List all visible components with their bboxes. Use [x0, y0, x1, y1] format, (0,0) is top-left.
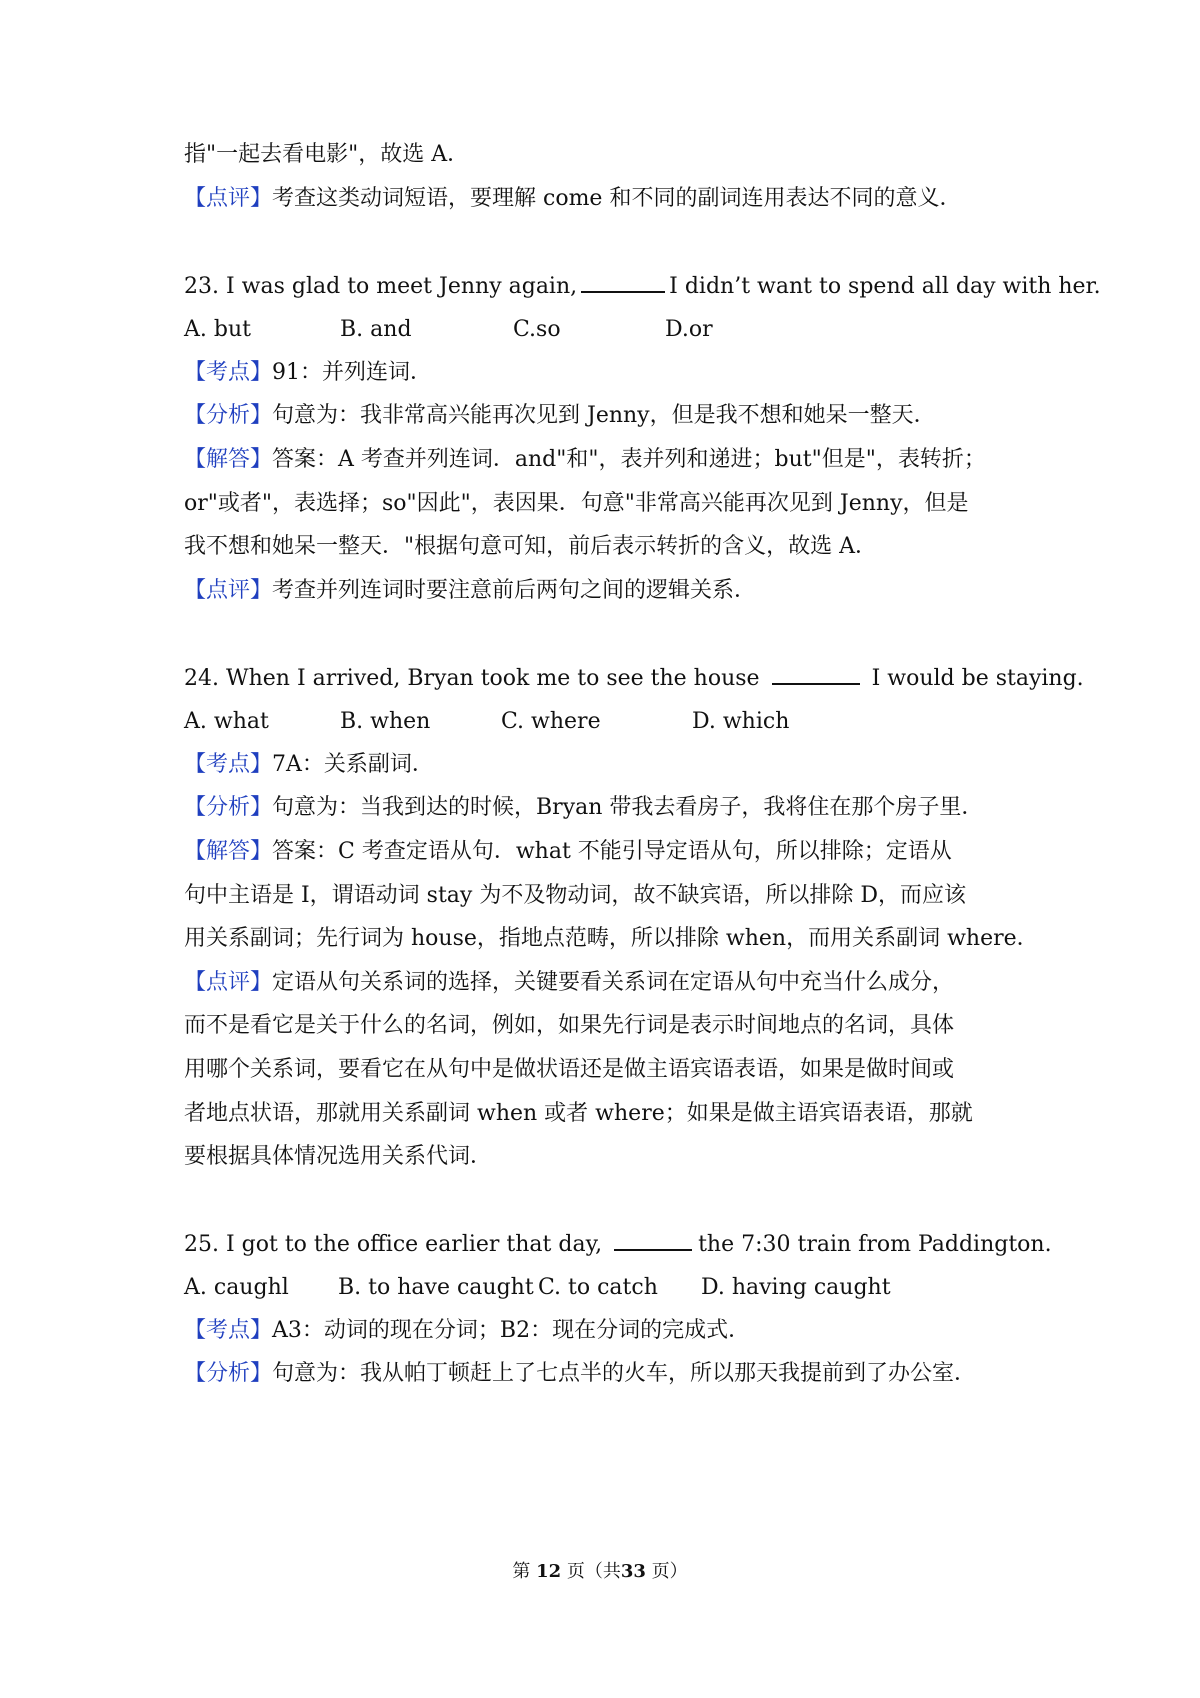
- tag-kaodian: 【考点】: [184, 1318, 273, 1343]
- dianping-text: 用哪个关系词，要看它在从句中是做状语还是做主语宾语表语，如果是做时间或: [184, 1057, 955, 1082]
- tag-kaodian: 【考点】: [184, 752, 273, 777]
- kaodian-text: 7A：关系副词．: [272, 752, 434, 777]
- tag-kaodian: 【考点】: [184, 360, 273, 385]
- option-c: C. where: [501, 709, 601, 734]
- option-d: D. having caught: [701, 1275, 891, 1300]
- option-b: B. and: [340, 317, 412, 342]
- comment-line: [184, 184, 1024, 214]
- jieda-text: 答案：A 考查并列连词．and"和"，表并列和递进；but"但是"，表转折；: [272, 447, 986, 472]
- dianping-line: [184, 1099, 1024, 1129]
- fenxi-line: [184, 1359, 1024, 1389]
- dianping-text: 要根据具体情况选用关系代词．: [184, 1144, 493, 1169]
- text-line: [184, 140, 1024, 170]
- jieda-line: [184, 532, 1024, 562]
- kaodian-line: [184, 750, 1024, 780]
- option-c: C. to catch: [538, 1275, 658, 1300]
- option-b: B. to have caught: [338, 1275, 534, 1300]
- footer-text: 页（共: [566, 1561, 621, 1582]
- dianping-line: [184, 1142, 1024, 1172]
- total-pages: 33: [620, 1561, 646, 1582]
- kaodian-text: A3：动词的现在分词；B2：现在分词的完成式．: [272, 1318, 751, 1343]
- option-d: D. which: [692, 709, 790, 734]
- jieda-line: [184, 881, 1024, 911]
- dianping-line: [184, 1055, 1024, 1085]
- continuation-text: 指"一起去看电影"，故选 A．: [184, 142, 470, 167]
- fenxi-text: 句意为：我非常高兴能再次见到 Jenny，但是我不想和她呆一整天．: [272, 403, 936, 428]
- fenxi-line: [184, 793, 1024, 823]
- tag-jieda: 【解答】: [184, 447, 273, 472]
- tag-fenxi: 【分析】: [184, 1361, 273, 1386]
- tag-dianping: 【点评】: [184, 186, 273, 211]
- blank: [772, 663, 860, 685]
- dianping-text: 而不是看它是关于什么的名词，例如，如果先行词是表示时间地点的名词，具体: [184, 1013, 955, 1038]
- option-b: B. when: [340, 709, 431, 734]
- comment-text: 考查这类动词短语，要理解 come 和不同的副词连用表达不同的意义．: [272, 186, 962, 211]
- tag-dianping: 【点评】: [184, 970, 273, 995]
- fenxi-line: [184, 401, 1024, 431]
- tag-fenxi: 【分析】: [184, 795, 273, 820]
- blank: [581, 271, 665, 293]
- question-24-stem: [184, 663, 1084, 694]
- question-25-stem: [184, 1229, 1052, 1260]
- option-d: D.or: [665, 317, 713, 342]
- jieda-text: 句中主语是 I，谓语动词 stay 为不及物动词，故不缺宾语，所以排除 D，而应该: [184, 883, 966, 908]
- jieda-text: 答案：C 考查定语从句．what 不能引导定语从句，所以排除；定语从: [272, 839, 952, 864]
- stem-text: I didn’t want to spend all day with her.: [669, 274, 1101, 299]
- jieda-line: [184, 445, 1024, 475]
- option-a: A. caughl: [184, 1275, 289, 1300]
- stem-text: 23. I was glad to meet Jenny again,: [184, 274, 578, 299]
- tag-fenxi: 【分析】: [184, 403, 273, 428]
- option-c: C.so: [513, 317, 561, 342]
- dianping-text: 定语从句关系词的选择，关键要看关系词在定语从句中充当什么成分，: [272, 970, 955, 995]
- footer-text: 页）: [651, 1561, 688, 1582]
- jieda-line: [184, 924, 1039, 954]
- tag-dianping: 【点评】: [184, 578, 273, 603]
- tag-jieda: 【解答】: [184, 839, 273, 864]
- jieda-line: [184, 837, 1024, 867]
- stem-text: 25. I got to the office earlier that day,: [184, 1232, 603, 1257]
- option-a: A. what: [184, 709, 269, 734]
- jieda-text: or"或者"，表选择；so"因此"，表因果．句意"非常高兴能再次见到 Jenny，但是: [184, 491, 969, 516]
- page-footer: [0, 1560, 1200, 1584]
- question-23-stem: [184, 271, 1101, 302]
- dianping-text: 者地点状语，那就用关系副词 when 或者 where；如果是做主语宾语表语，那就: [184, 1101, 973, 1126]
- jieda-text: 用关系副词；先行词为 house，指地点范畴，所以排除 when，而用关系副词 where．: [184, 926, 1039, 951]
- stem-text: I would be staying.: [871, 666, 1084, 691]
- dianping-line: [184, 576, 1024, 606]
- kaodian-line: [184, 358, 1024, 388]
- fenxi-text: 句意为：当我到达的时候，Bryan 带我去看房子，我将住在那个房子里．: [272, 795, 984, 820]
- kaodian-text: 91：并列连词．: [272, 360, 433, 385]
- blank: [614, 1229, 692, 1251]
- dianping-text: 考查并列连词时要注意前后两句之间的逻辑关系．: [272, 578, 757, 603]
- jieda-text: 我不想和她呆一整天．"根据句意可知，前后表示转折的含义，故选 A．: [184, 534, 878, 559]
- kaodian-line: [184, 1316, 1024, 1346]
- stem-text: 24. When I arrived, Bryan took me to see the house: [184, 666, 760, 691]
- jieda-line: [184, 489, 1024, 519]
- page-number: 12: [536, 1561, 562, 1582]
- dianping-line: [184, 1011, 1024, 1041]
- dianping-line: [184, 968, 1024, 998]
- option-a: A. but: [184, 317, 251, 342]
- stem-text: the 7:30 train from Paddington.: [698, 1232, 1052, 1257]
- footer-text: 第: [512, 1561, 531, 1582]
- fenxi-text: 句意为：我从帕丁顿赶上了七点半的火车，所以那天我提前到了办公室．: [272, 1361, 977, 1386]
